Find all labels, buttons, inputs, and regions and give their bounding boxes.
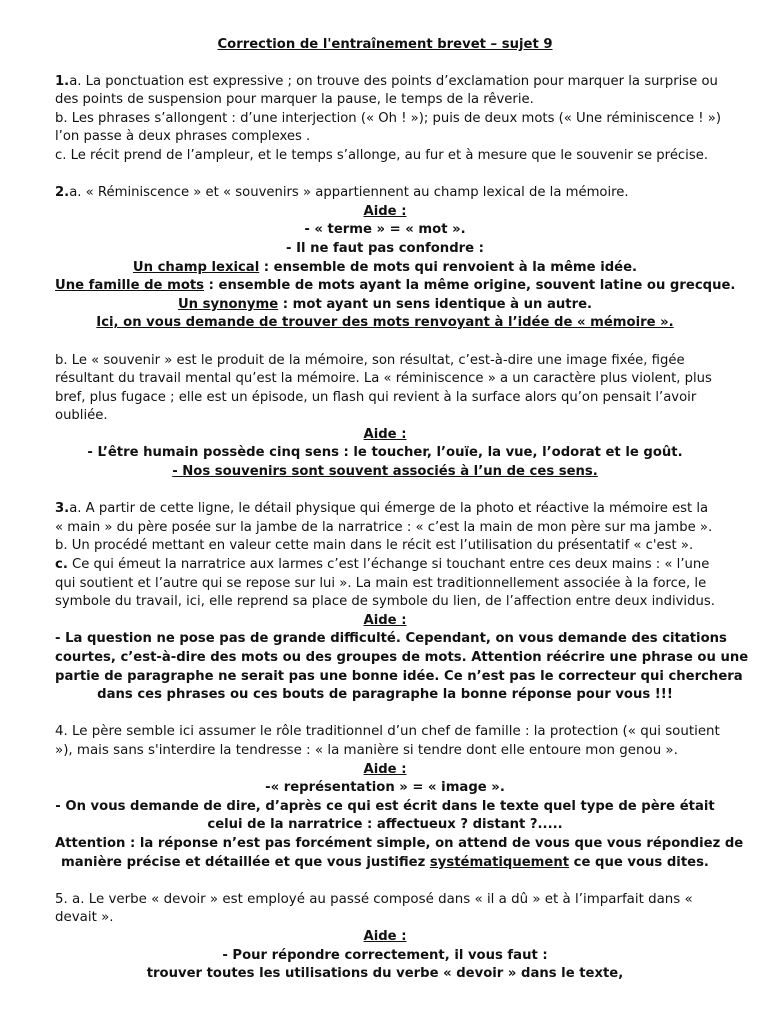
q3-c-line-2: qui soutient et l’autre qui se repose sur lui ». La main est traditionnellement associée à la force, le [55,575,707,591]
q3-help-1: - La question ne pose pas de grande difficulté. Cependant, on vous demande des citations [55,631,727,647]
q4-line-2: »), mais sans s'interdire la tendresse : « la manière si tendre dont elle entoure mon genou ». [55,742,678,758]
q5-line-2: devait ». [55,910,114,926]
question-3 [55,500,749,705]
q3-a-line-1: a. A partir de cette ligne, le détail physique qui émerge de la photo et réactive la mémoire est la [69,501,709,517]
q2-a-line: a. « Réminiscence » et « souvenirs » appartiennent au champ lexical de la mémoire. [69,185,629,201]
q2-b-line-2: résultant du travail mental qu’est la mémoire. La « réminiscence » a un caractère plus violent, plus [55,371,712,387]
q3-c-label: c. [55,557,68,573]
question-1 [55,73,721,166]
q2-help-1: - « terme » = « mot ». [304,222,466,238]
q2-term-synonyme: Un synonyme [177,296,279,312]
q4-help-5a: manière précise et détaillée et que vous justifiez [61,854,430,870]
q4-help-1: -« représentation » = « image ». [265,780,505,796]
q2-b-line-1: b. Le « souvenir » est le produit de la mémoire, son résultat, c’est-à-dire une image fixée, figée [55,352,685,368]
q3-c-line-1: Ce qui émeut la narratrice aux larmes c’est l’échange si touchant entre ces deux mains : « l’une [67,557,710,573]
q4-line-1: 4. Le père semble ici assumer le rôle traditionnel d’un chef de famille : la protection (« qui soutient [55,724,720,740]
q3-a-line-2: « main » du père posée sur la jambe de la narratrice : « c’est la main de mon père sur ma jambe ». [55,519,713,535]
q2-term-champ-lexical: Un champ lexical [132,259,260,275]
document-page [55,36,749,984]
q3-c-line-3: symbole du travail, ici, elle reprend sa place de symbole du lien, de l’affection entre deux individus. [55,594,715,610]
q3-help-2: courtes, c’est-à-dire des mots ou des groupes de mots. Attention réécrire une phrase ou une [55,650,749,665]
q3-b-line: b. Un procédé mettant en valeur cette main dans le récit est l’utilisation du présentatif « c'est ». [55,538,694,554]
q2-def-synonyme: : mot ayant un sens identique à un autre. [278,296,593,312]
q2-aide-heading: Aide : [363,203,407,219]
q5-line-1: 5. a. Le verbe « devoir » est employé au passé composé dans « il a dû » et à l’imparfait dans « [55,891,693,907]
q3-help-4: dans ces phrases ou ces bouts de paragraphe la bonne réponse pour vous !!! [97,687,673,703]
q2-help-6: Ici, on vous demande de trouver des mots renvoyant à l’idée de « mémoire ». [96,315,674,331]
q1-a-line-2: des points de suspension pour marquer la pause, le temps de la rêverie. [55,92,534,108]
question-4 [55,723,744,872]
q4-aide-heading: Aide : [363,761,407,777]
q1-b-line-1: b. Les phrases s’allongent : d’une interjection (« Oh ! »); puis de deux mots (« Une réminiscence ! ») [55,110,721,126]
q4-help-5-underlined: systématiquement [429,854,570,870]
q2-b-line-4: oubliée. [55,408,108,424]
question-2 [55,184,736,482]
q5-aide-heading: Aide : [363,928,407,944]
q3-help-3: partie de paragraphe ne serait pas une bonne idée. Ce n’est pas le correcteur qui cherchera [55,668,743,684]
q3-number: 3. [55,501,70,517]
q1-a-line-1: a. La ponctuation est expressive ; on trouve des points d’exclamation pour marquer la surprise ou [69,73,718,89]
document-title: Correction de l'entraînement brevet – sujet 9 [217,37,553,52]
q2-help-senses: - L’être humain possède cinq sens : le toucher, l’ouïe, la vue, l’odorat et le goût. [87,445,683,461]
q4-help-5b: ce que vous dites. [569,854,709,870]
q2-number: 2. [55,185,70,201]
q1-c-line: c. Le récit prend de l’ampleur, et le temps s’allonge, au fur et à mesure que le souvenir se précise. [55,147,709,163]
q2-term-famille: Une famille de mots [55,278,205,294]
q2-def-champ-lexical: : ensemble de mots qui renvoient à la même idée. [259,259,638,275]
q2-def-famille: : ensemble de mots ayant la même origine, souvent latine ou grecque. [204,278,736,294]
q3-aide-heading: Aide : [363,612,407,628]
q2-help-souvenirs: - Nos souvenirs sont souvent associés à l’un de ces sens. [172,464,598,480]
question-5 [55,891,715,984]
q2-help-2: - Il ne faut pas confondre : [286,240,484,256]
q1-number: 1. [55,73,70,89]
q5-help-2: trouver toutes les utilisations du verbe « devoir » dans le texte, [146,966,624,982]
q4-help-4: Attention : la réponse n’est pas forcément simple, on attend de vous que vous répondiez de [55,835,744,851]
q2-aide-heading-2: Aide : [363,426,407,442]
q1-b-line-2: l’on passe à deux phrases complexes . [55,129,311,145]
q4-help-2: - On vous demande de dire, d’après ce qui est écrit dans le texte quel type de père était [55,798,715,814]
q2-b-line-3: bref, plus fugace ; elle est un épisode, un flash qui revient à la surface alors qu’on pensait l’avoir [55,389,697,405]
q4-help-3: celui de la narratrice : affectueux ? distant ?..... [207,817,563,833]
q5-help-1: - Pour répondre correctement, il vous faut : [222,947,548,963]
